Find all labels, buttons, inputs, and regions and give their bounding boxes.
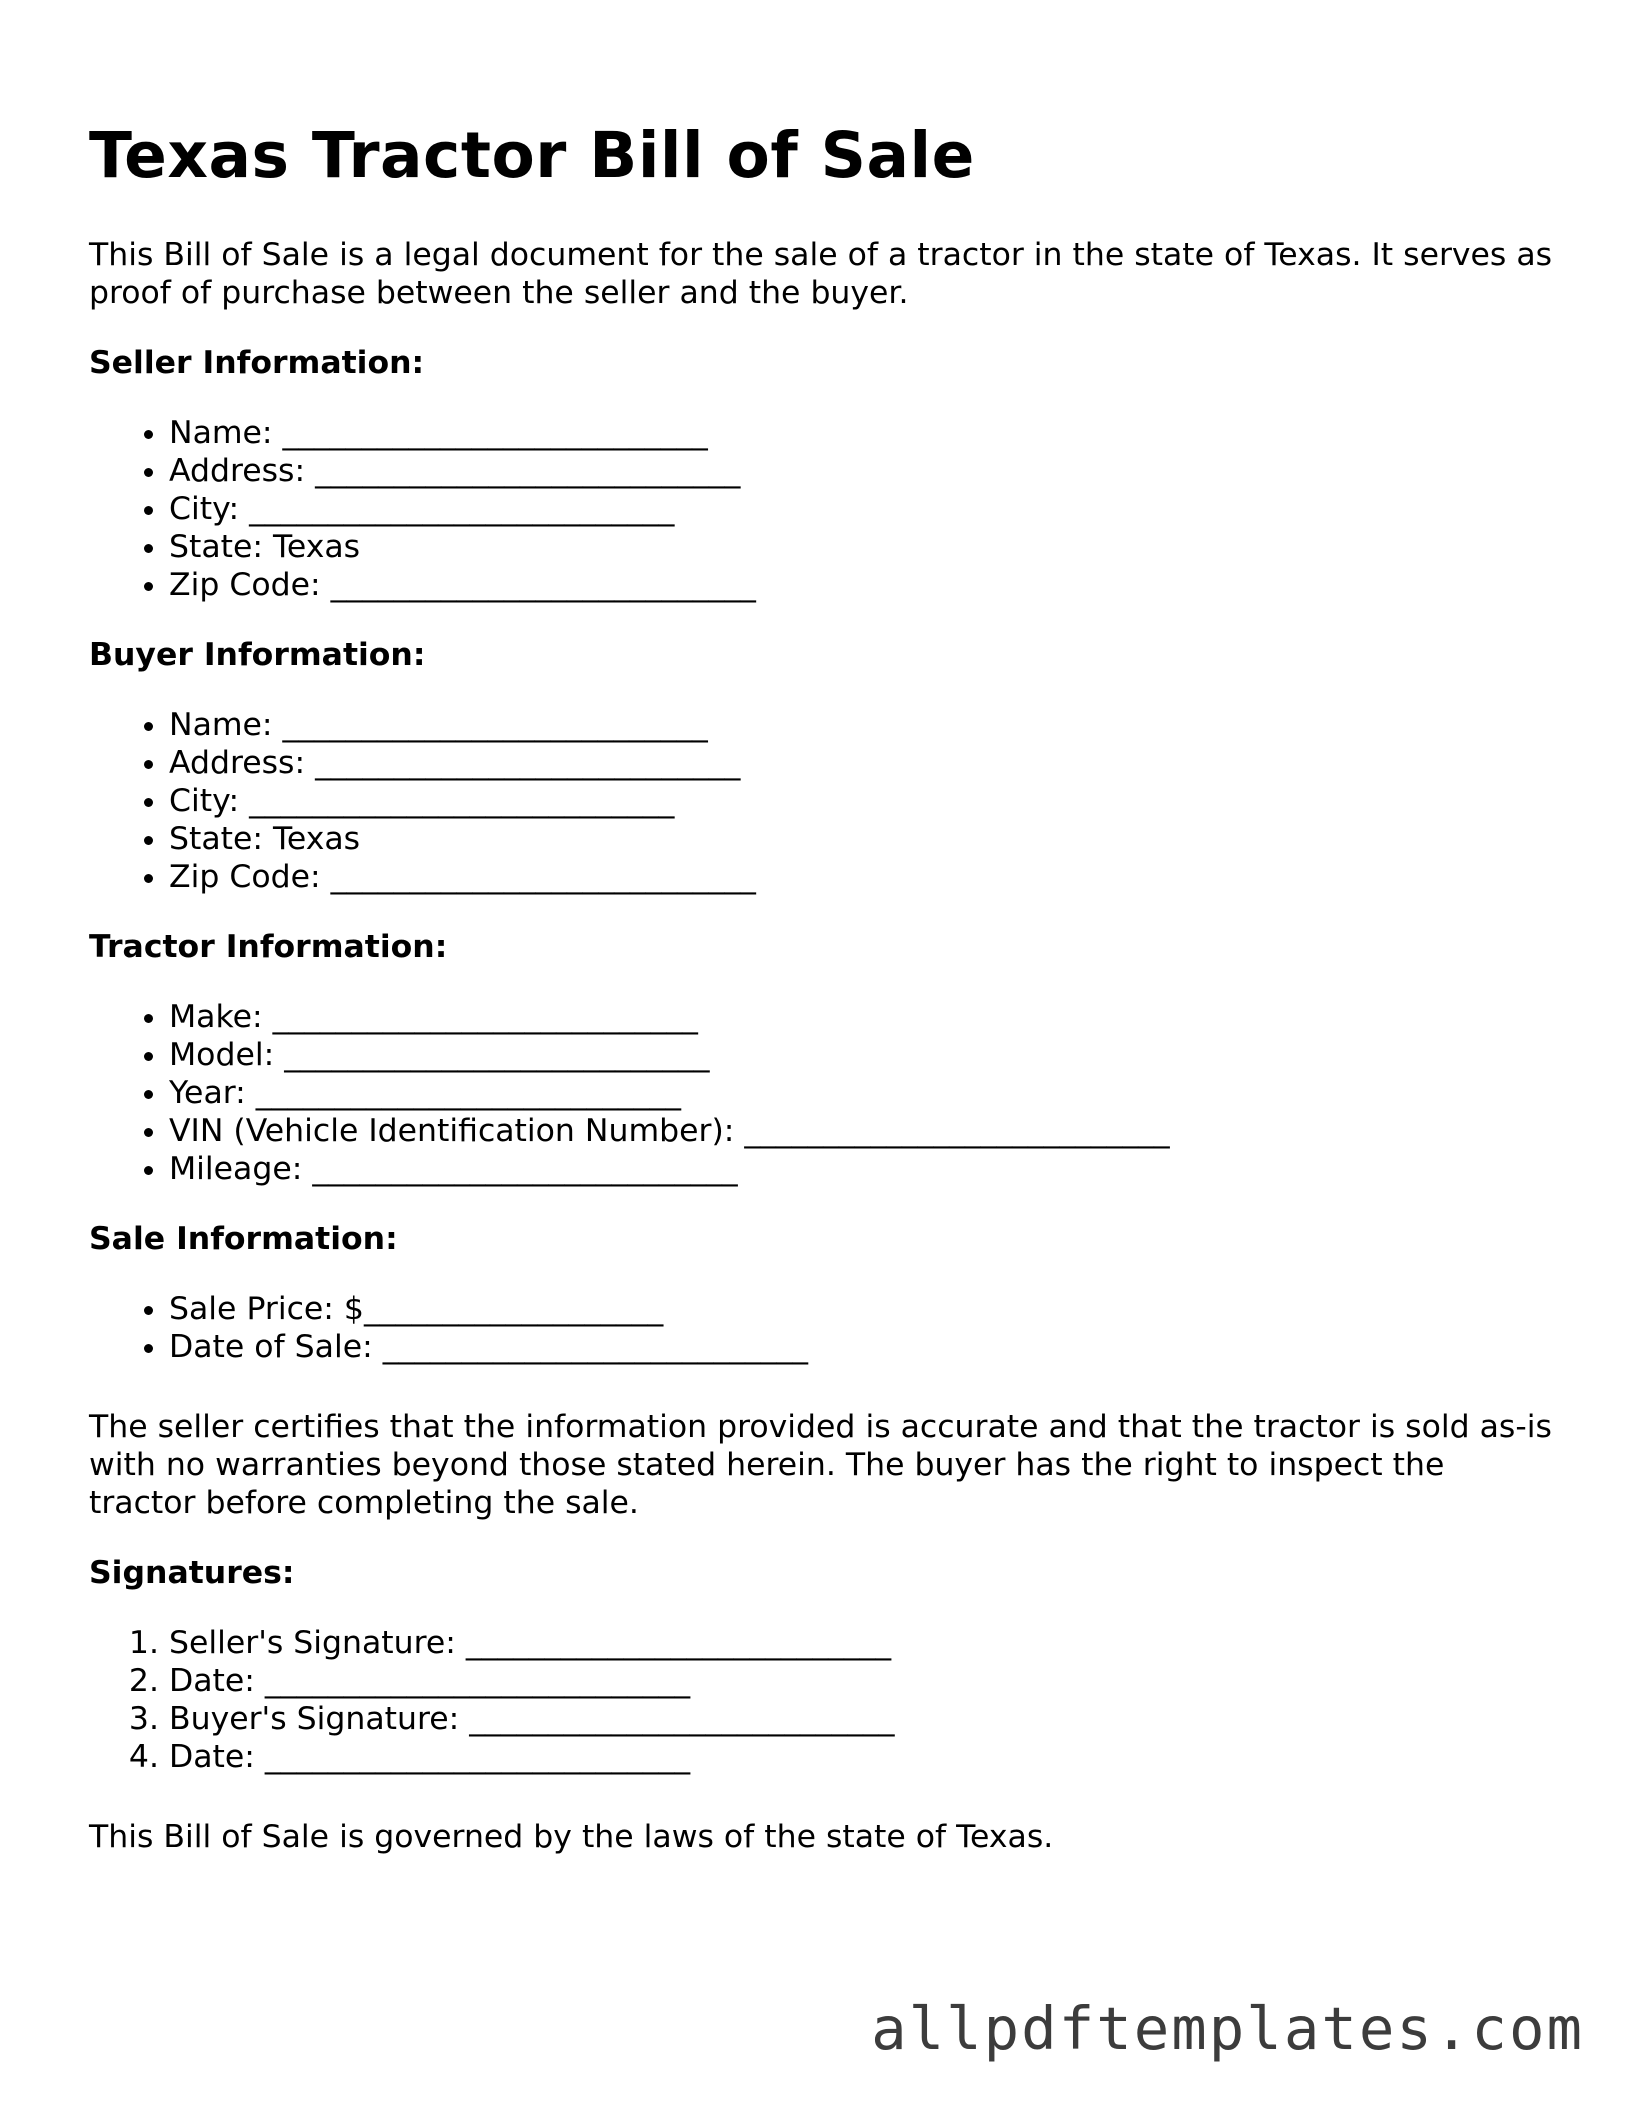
sale-list (89, 1290, 1559, 1366)
governing-law-paragraph: This Bill of Sale is governed by the laws of the state of Texas. (89, 1819, 1054, 1855)
buyer-city-field: • City: ___________________________ (169, 782, 1559, 820)
watermark: allpdftemplates.com (871, 1994, 1584, 2063)
sale-heading: Sale Information: (89, 1221, 398, 1257)
seller-date-field: 2. Date: ___________________________ (169, 1662, 1559, 1700)
tractor-make-field: • Make: ___________________________ (169, 998, 1559, 1036)
buyer-date-field: 4. Date: ___________________________ (169, 1738, 1559, 1776)
seller-list (89, 414, 1559, 604)
document-page (89, 100, 1559, 1856)
certification-paragraph: The seller certifies that the information provided is accurate and that the tractor is sold as-is with no warranties beyond those stated herein. The buyer has the right to inspect the tractor before completing the sale. (89, 1409, 1552, 1521)
sale-date-field: • Date of Sale: ___________________________ (169, 1328, 1559, 1366)
tractor-list (89, 998, 1559, 1188)
seller-address-field: • Address: ___________________________ (169, 452, 1559, 490)
buyer-list (89, 706, 1559, 896)
tractor-vin-field: • VIN (Vehicle Identification Number): ___________________________ (169, 1112, 1559, 1150)
tractor-heading: Tractor Information: (89, 929, 448, 965)
buyer-state-field: • State: Texas (169, 820, 1559, 858)
buyer-address-field: • Address: ___________________________ (169, 744, 1559, 782)
tractor-year-field: • Year: ___________________________ (169, 1074, 1559, 1112)
seller-city-field: • City: ___________________________ (169, 490, 1559, 528)
buyer-name-field: • Name: ___________________________ (169, 706, 1559, 744)
sale-price-field: • Sale Price: $___________________ (169, 1290, 1559, 1328)
intro-paragraph: This Bill of Sale is a legal document for the sale of a tractor in the state of Texas. It serves as proof of purchase between the seller and the buyer. (89, 237, 1553, 311)
signatures-heading: Signatures: (89, 1555, 295, 1591)
signatures-list (89, 1624, 1559, 1776)
document-title: Texas Tractor Bill of Sale (89, 119, 975, 192)
tractor-model-field: • Model: ___________________________ (169, 1036, 1559, 1074)
seller-heading: Seller Information: (89, 345, 425, 381)
seller-state-field: • State: Texas (169, 528, 1559, 566)
buyer-heading: Buyer Information: (89, 637, 426, 673)
seller-zip-field: • Zip Code: ___________________________ (169, 566, 1559, 604)
buyer-signature-field: 3. Buyer's Signature: ___________________________ (169, 1700, 1559, 1738)
tractor-mileage-field: • Mileage: ___________________________ (169, 1150, 1559, 1188)
buyer-zip-field: • Zip Code: ___________________________ (169, 858, 1559, 896)
seller-name-field: • Name: ___________________________ (169, 414, 1559, 452)
seller-signature-field: 1. Seller's Signature: ___________________________ (169, 1624, 1559, 1662)
